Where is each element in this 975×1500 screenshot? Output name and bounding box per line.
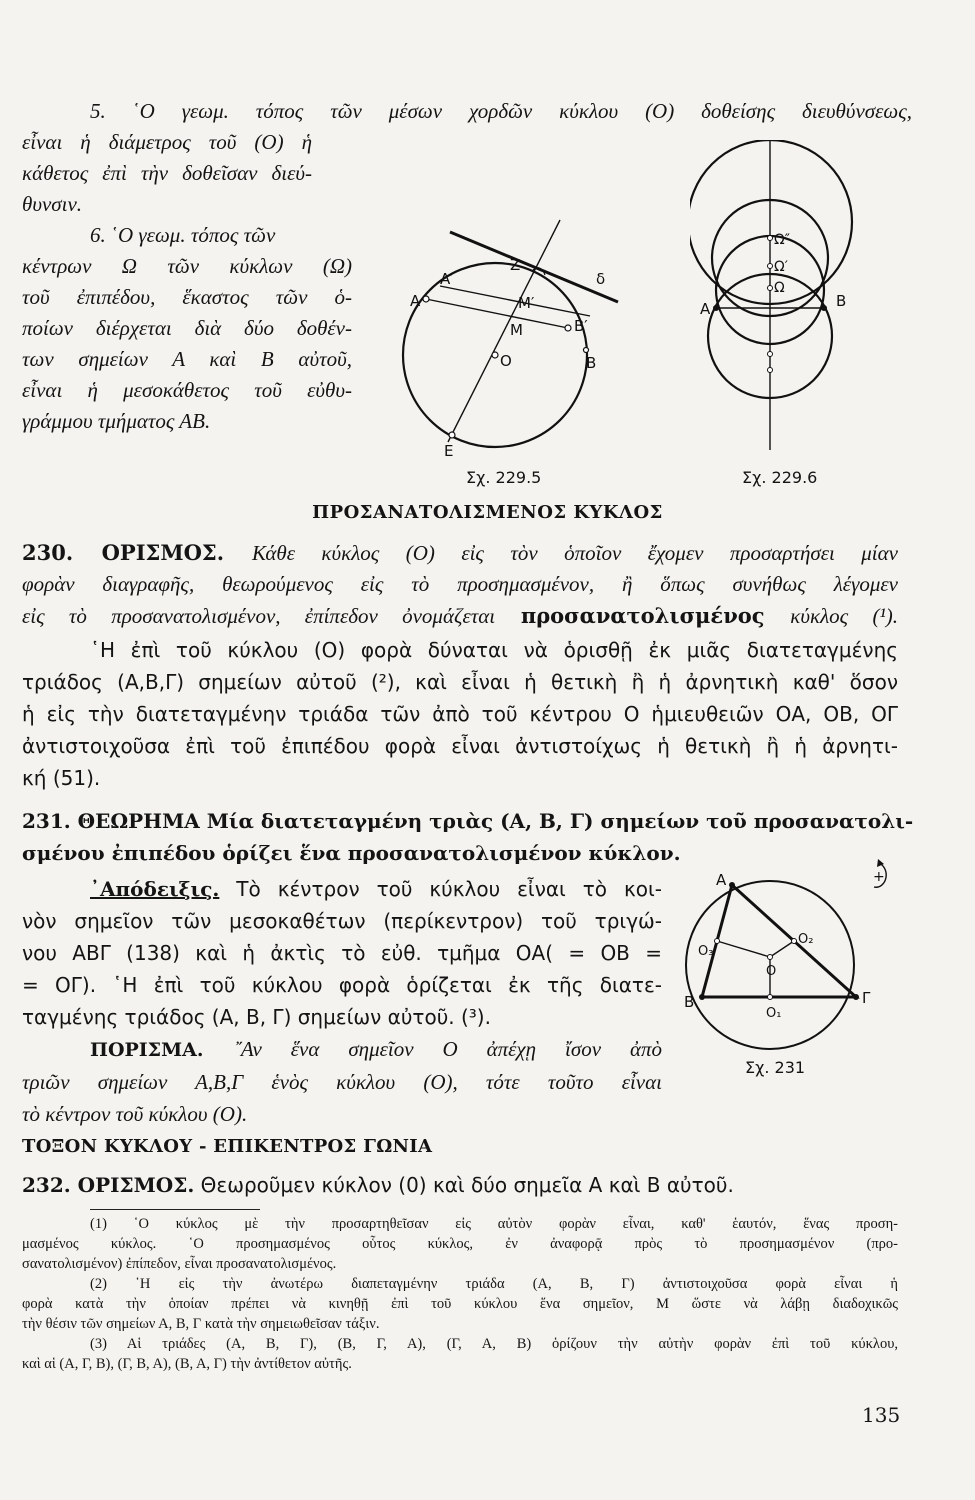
section-232-text: Θεωροῦμεν κύκλον (0) καὶ δύο σημεῖα Α καὶ Β αὐτοῦ. xyxy=(200,1173,734,1197)
corollary-line-3: τὸ κέντρον τοῦ κύκλου (Ο). xyxy=(22,1102,248,1126)
corollary-label: ΠΟΡΙΣΜΑ. xyxy=(90,1039,204,1061)
triangle-abg xyxy=(702,885,856,997)
footnote-3-line-1: (3) Αἱ τριάδες (Α, Β, Γ), (Β, Γ, Α), (Γ, Α, Β) ὁρίζουν τὴν αὐτὴν φορὰν ἐπὶ τοῦ κύκλου, xyxy=(90,1336,898,1352)
point-b xyxy=(584,348,589,353)
figure-231-drawing xyxy=(680,855,910,1060)
caption-231: Σχ. 231 xyxy=(745,1058,806,1077)
item-5-line-1: 5. ῾Ο γεωμ. τόπος τῶν μέσων χορδῶν κύκλου (Ο) δοθείσης διευθύνσεως, xyxy=(90,99,912,123)
point-b xyxy=(699,994,705,1000)
section-231-line-2: σμένου ἐπιπέδου ὁρίζει ἕνα προσανατολισμένον κύκλον. xyxy=(22,841,681,865)
section-230-text-3c: κύκλος (¹). xyxy=(790,604,898,628)
proof-block xyxy=(22,873,662,1033)
chord-aa xyxy=(426,299,568,328)
item-5-line-2: εἶναι ἡ διάμετρος τοῦ (Ο) ἡ xyxy=(22,130,312,154)
footnote-separator xyxy=(90,1209,260,1210)
label-o2: O₂ xyxy=(798,932,814,947)
point-bprime xyxy=(565,325,571,331)
item-6 xyxy=(22,220,352,437)
proof-line-5: ταγμένης τριάδος (Α, Β, Γ) σημείων αὐτοῦ. (³). xyxy=(22,1005,491,1029)
point-lower-1 xyxy=(768,352,773,357)
bisector-o3 xyxy=(717,941,770,957)
label-omega2: Ω″ xyxy=(774,232,790,248)
label-z: Z xyxy=(510,256,521,274)
item-6-line-4: ποίων διέρχεται διὰ δύο δοθέν- xyxy=(22,316,352,340)
point-lower-2 xyxy=(768,368,773,373)
line-delta xyxy=(450,232,618,302)
point-a xyxy=(729,882,735,888)
point-e xyxy=(449,432,455,438)
section-230-line-3 xyxy=(22,600,898,632)
section-230-p2-line-2: τριάδος (Α,Β,Γ) σημείων αὐτοῦ (²), καὶ εἶναι ἡ θετικὴ ἢ ἡ ἀρνητικὴ καθ' ὅσον xyxy=(22,670,898,694)
corollary-line-1 xyxy=(22,1033,662,1066)
footnote-2-line-1: (2) ῾Η εἰς τὴν ἀνωτέρω διαπεταγμένην τριάδα (Α, Β, Γ) ἀντιστοιχοῦσα φορὰ εἶναι ἡ xyxy=(90,1276,898,1292)
section-230-text-3a: εἰς τὸ προσανατολισμένον, ἐπίπεδον ὀνομάζεται xyxy=(22,604,496,628)
label-o1: O₁ xyxy=(766,1006,782,1021)
figure-229-6-drawing xyxy=(690,140,870,460)
label-a: A xyxy=(410,292,421,310)
section-232 xyxy=(22,1170,898,1200)
item-5-line-4: θυνσιν. xyxy=(22,192,83,216)
label-bprime: B′ xyxy=(574,317,588,335)
section-230-text-1: Κάθε κύκλος (Ο) εἰς τὸν ὁποῖον ἔχομεν προσαρτήσει μίαν xyxy=(251,541,898,565)
section-230-paragraph-2 xyxy=(22,634,898,794)
label-b: B xyxy=(836,292,847,310)
section-230-number: 230. ΟΡΙΣΜΟΣ. xyxy=(22,540,225,565)
chord-ab xyxy=(440,286,590,316)
figure-229-6 xyxy=(690,140,870,460)
label-omega1: Ω′ xyxy=(774,259,788,275)
point-o1 xyxy=(768,995,773,1000)
label-g: Γ xyxy=(862,989,871,1007)
label-b: B xyxy=(684,993,695,1011)
point-a xyxy=(423,296,429,302)
footnote-2-line-3: τὴν θέσιν τῶν σημείων Α, Β, Γ κατὰ τὴν σημειωθεῖσαν τάξιν. xyxy=(22,1316,380,1332)
label-o3: O₃ xyxy=(698,944,714,959)
section-231-proof xyxy=(22,873,662,1130)
point-o xyxy=(768,955,773,960)
section-230-p2-line-3: ἡ εἰς τὴν διατεταγμένην τριάδα τῶν ἀπὸ τοῦ κέντρου Ο ἡμιευθειῶν ΟΑ, ΟΒ, ΟΓ xyxy=(22,702,898,726)
footnote-1-line-1: (1) ῾Ο κύκλος μὲ τὴν προσαρτηθεῖσαν εἰς αὐτὸν φορὰν εἶναι, καθ' ἑαυτόν, ἕνας προση- xyxy=(90,1216,898,1232)
label-plus: + xyxy=(873,869,885,885)
label-a: A xyxy=(716,871,727,889)
label-e: E xyxy=(444,442,454,460)
label-b: B xyxy=(586,354,597,372)
circle-omega2 xyxy=(690,140,852,304)
label-o: O xyxy=(766,964,777,979)
point-b xyxy=(821,305,827,311)
footnote-2-line-2: φορὰ κατὰ τὴν ὁποίαν πρέπει νὰ κινηθῇ ἐπὶ τοῦ κύκλου ἕνα σημεῖον, Μ ὥστε νὰ λάβῃ διαδοχικῶς xyxy=(22,1296,898,1312)
proof-line-4: = ΟΓ). ῾Η ἐπὶ τοῦ κύκλου φορὰ ὁρίζεται ἐκ τῆς διατε- xyxy=(22,973,662,997)
item-6-line-6: εἶναι ἡ μεσοκάθετος τοῦ εὐθυ- xyxy=(22,378,352,402)
point-o xyxy=(492,352,498,358)
page-number: 135 xyxy=(862,1403,901,1427)
label-o: O xyxy=(500,352,512,370)
bisector-o2 xyxy=(770,941,794,957)
item-6-line-7: γράμμου τμήματος ΑΒ. xyxy=(22,409,211,433)
label-omega: Ω xyxy=(774,280,785,296)
section-232-number: 232. ΟΡΙΣΜΟΣ. xyxy=(22,1173,195,1197)
term-oriented: προσανατολισμένος xyxy=(520,603,765,628)
section-230-line-2: φορὰν διαγραφῆς, θεωρούμενος εἰς τὸ προσημασμένον, ἢ ὅπως συνήθως λέγομεν xyxy=(22,572,898,596)
proof-label: ᾿Απόδειξις. xyxy=(90,877,220,901)
section-231-line-1: 231. ΘΕΩΡΗΜΑ Μία διατεταγμένη τριὰς (Α, Β, Γ) σημείων τοῦ προσανατολι- xyxy=(22,809,914,833)
point-g xyxy=(853,994,859,1000)
proof-line-1 xyxy=(22,873,662,905)
point-a xyxy=(713,305,719,311)
corollary-line-2: τριῶν σημείων Α,Β,Γ ἑνὸς κύκλου (Ο), τότε τοῦτο εἶναι xyxy=(22,1070,662,1094)
point-o3 xyxy=(715,939,720,944)
label-delta: δ xyxy=(596,270,606,288)
section-230-p2-line-5: κή (51). xyxy=(22,766,101,790)
section-230-p2-line-4: ἀντιστοιχοῦσα ἐπὶ τοῦ ἐπιπέδου φορὰ εἶναι ἀντιστοίχως ἡ θετικὴ ἢ ἡ ἀρνητι- xyxy=(22,734,898,758)
caption-229-6: Σχ. 229.6 xyxy=(742,468,818,487)
footnote-1-line-3: σανατολισμένον) ἐπίπεδον, εἶναι προσανατολισμένος. xyxy=(22,1256,337,1272)
figure-229-5-drawing xyxy=(390,210,630,470)
proof-line-3: νου ΑΒΓ (138) καὶ ἡ ἀκτὶς τὸ εὐθ. τμῆμα ΟΑ( = ΟΒ = xyxy=(22,941,662,965)
figure-231 xyxy=(680,855,910,1060)
point-omega1 xyxy=(768,264,773,269)
item-6-line-5: των σημείων Α καὶ Β αὐτοῦ, xyxy=(22,347,352,371)
corollary-text-1: ῎Αν ἕνα σημεῖον Ο ἀπέχῃ ἴσον ἀπὸ xyxy=(233,1037,662,1061)
figure-229-5 xyxy=(390,210,630,470)
label-mprime: M′ xyxy=(518,294,535,312)
section-230-line-1 xyxy=(22,537,898,569)
heading-arc-central-angle: ΤΟΞΟΝ ΚΥΚΛΟΥ - ΕΠΙΚΕΝΤΡΟΣ ΓΩΝΙΑ xyxy=(22,1136,433,1157)
label-a: A xyxy=(700,300,711,318)
footnotes xyxy=(22,1214,898,1374)
section-230 xyxy=(22,537,898,794)
item-5-line-3: κάθετος ἐπὶ τὴν δοθεῖσαν διεύ- xyxy=(22,161,312,185)
footnote-3-line-2: καὶ αἱ (Α, Γ, Β), (Γ, Β, Α), (Β, Α, Γ) τὴν ἀντίθετον αὐτῆς. xyxy=(22,1356,352,1372)
heading-oriented-circle: ΠΡΟΣΑΝΑΤΟΛΙΣΜΕΝΟΣ ΚΥΚΛΟΣ xyxy=(312,502,663,523)
proof-line-2: νὸν σημεῖον τῶν μεσοκαθέτων (περίκεντρον) τοῦ τριγώ- xyxy=(22,909,662,933)
section-230-p2-line-1: ῾Η ἐπὶ τοῦ κύκλου (Ο) φορὰ δύναται νὰ ὁρισθῇ ἐκ μιᾶς διατεταγμένης xyxy=(90,638,898,662)
item-6-line-3: τοῦ ἐπιπέδου, ἕκαστος τῶν ὁ- xyxy=(22,285,352,309)
label-aprime: A′ xyxy=(440,270,454,288)
proof-text-1: Τὸ κέντρον τοῦ κύκλου εἶναι τὸ κοι- xyxy=(236,877,662,901)
footnote-1-line-2: μασμένος κύκλος. ῾Ο προσημασμένος οὗτος κύκλος, ἐν ἀναφορᾷ πρὸς τὸ προσημασμένον (προ- xyxy=(22,1236,898,1252)
point-omega xyxy=(768,286,773,291)
point-o2 xyxy=(792,939,797,944)
corollary-block xyxy=(22,1033,662,1130)
caption-229-5: Σχ. 229.5 xyxy=(466,468,542,487)
label-m: M xyxy=(510,321,523,339)
point-omega2 xyxy=(768,236,773,241)
item-6-line-1: 6. ῾Ο γεωμ. τόπος τῶν xyxy=(90,223,276,247)
item-6-line-2: κέντρων Ω τῶν κύκλων (Ω) xyxy=(22,254,352,278)
